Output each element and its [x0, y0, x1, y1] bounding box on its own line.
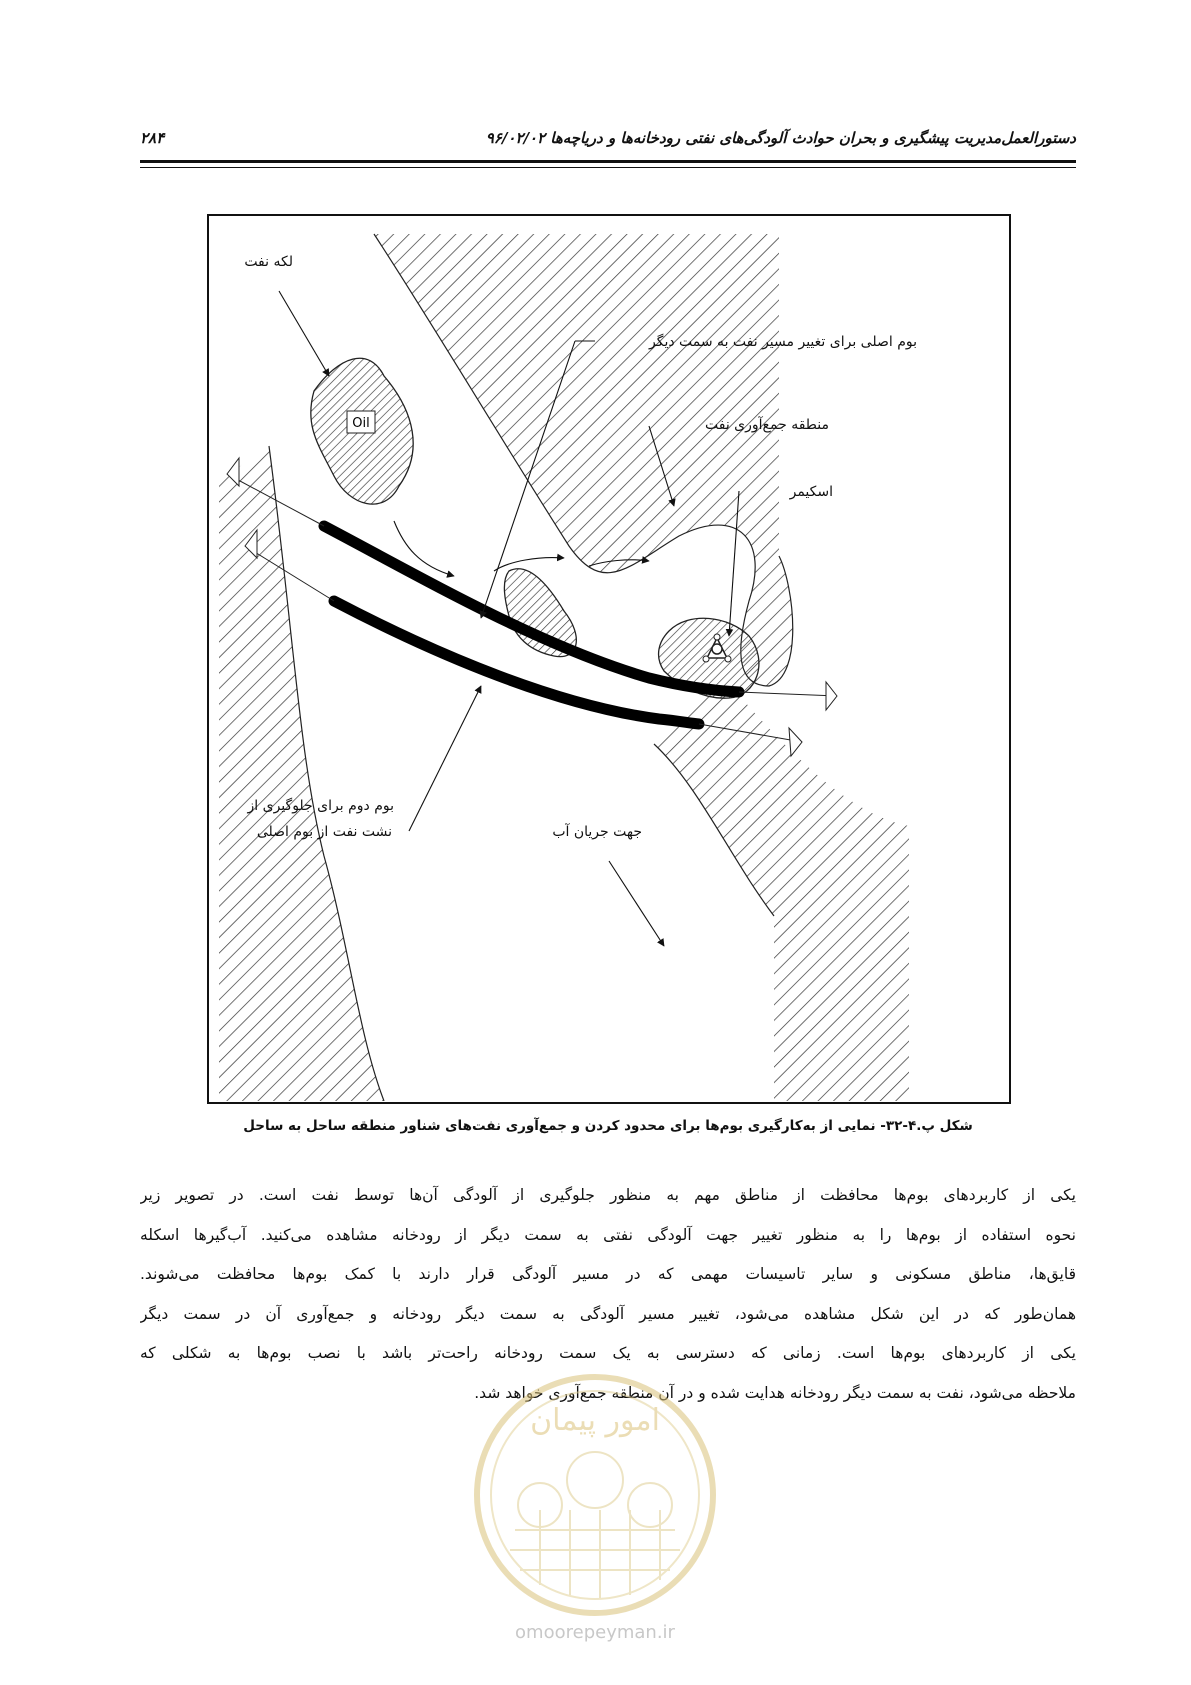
page-number: ۲۸۴: [140, 129, 165, 147]
body-line: یکی از کاربردهای بوم‌ها محافظت از مناطق مهم به منظور جلوگیری از آلودگی آن‌ها توسط نفت است. در تصویر زیر: [140, 1186, 1076, 1204]
header-rule: [140, 160, 1076, 168]
oil-text: Oil: [352, 416, 370, 431]
label-oil-slick: لکه نفت: [244, 254, 293, 270]
figure-caption: شکل پ.۴-۳۲- نمایی از به‌کارگیری بوم‌ها برای محدود کردن و جمع‌آوری نفت‌های شناور منطقه ساحل به ساحل: [243, 1118, 973, 1134]
body-line: قایق‌ها، مناطق مسکونی و سایر تاسیسات مهمی که در مسیر آلودگی قرار دارند با کمک بوم‌ها محافظت می‌شوند.: [140, 1265, 1076, 1283]
figure-frame: [207, 214, 1011, 1104]
body-line: همان‌طور که در این شکل مشاهده می‌شود، تغییر مسیر آلودگی به سمت دیگر رودخانه و جمع‌آوری آن در سمت دیگر: [140, 1304, 1076, 1323]
header-title: دستورالعمل‌مدیریت پیشگیری و بحران حوادث آلودگی‌های نفتی رودخانه‌ها و دریاچه‌ها ۹۶/۰۲/۰۲: [485, 129, 1076, 147]
body-line: ملاحظه می‌شود، نفت به سمت دیگر رودخانه هدایت شده و در آن منطقه جمع‌آوری خواهد شد.: [474, 1383, 1076, 1402]
body-line: نحوه استفاده از بوم‌ها را به منظور تغییر جهت آلودگی نفتی به سمت دیگر از رودخانه مشاهده می‌کنید. آب‌گیرها اسکله: [140, 1225, 1076, 1244]
watermark-logo: [470, 1370, 720, 1620]
watermark-url: omoorepeyman.ir: [515, 1622, 675, 1643]
watermark-logo-text: امور پیمان: [530, 1403, 660, 1438]
label-second-boom-2: نشت نفت از بوم اصلی: [256, 824, 392, 840]
label-skimmer: اسکیمر: [789, 484, 833, 500]
body-line: یکی از کاربردهای بوم‌ها است. زمانی که دسترسی به یک سمت رودخانه راحت‌تر باشد با نصب بوم‌ها به شکلی که: [140, 1344, 1076, 1362]
running-header: [140, 125, 1076, 161]
label-main-boom: بوم اصلی برای تغییر مسیر نفت به سمت دیگر: [649, 334, 917, 350]
label-collection-area: منطقه جمع‌آوری نفت: [705, 417, 829, 433]
oil-slick: [311, 358, 413, 504]
label-second-boom-1: بوم دوم برای جلوگیری از: [247, 798, 394, 814]
right-bank: [654, 684, 909, 1101]
label-flow-direction: جهت جریان آب: [552, 824, 642, 840]
